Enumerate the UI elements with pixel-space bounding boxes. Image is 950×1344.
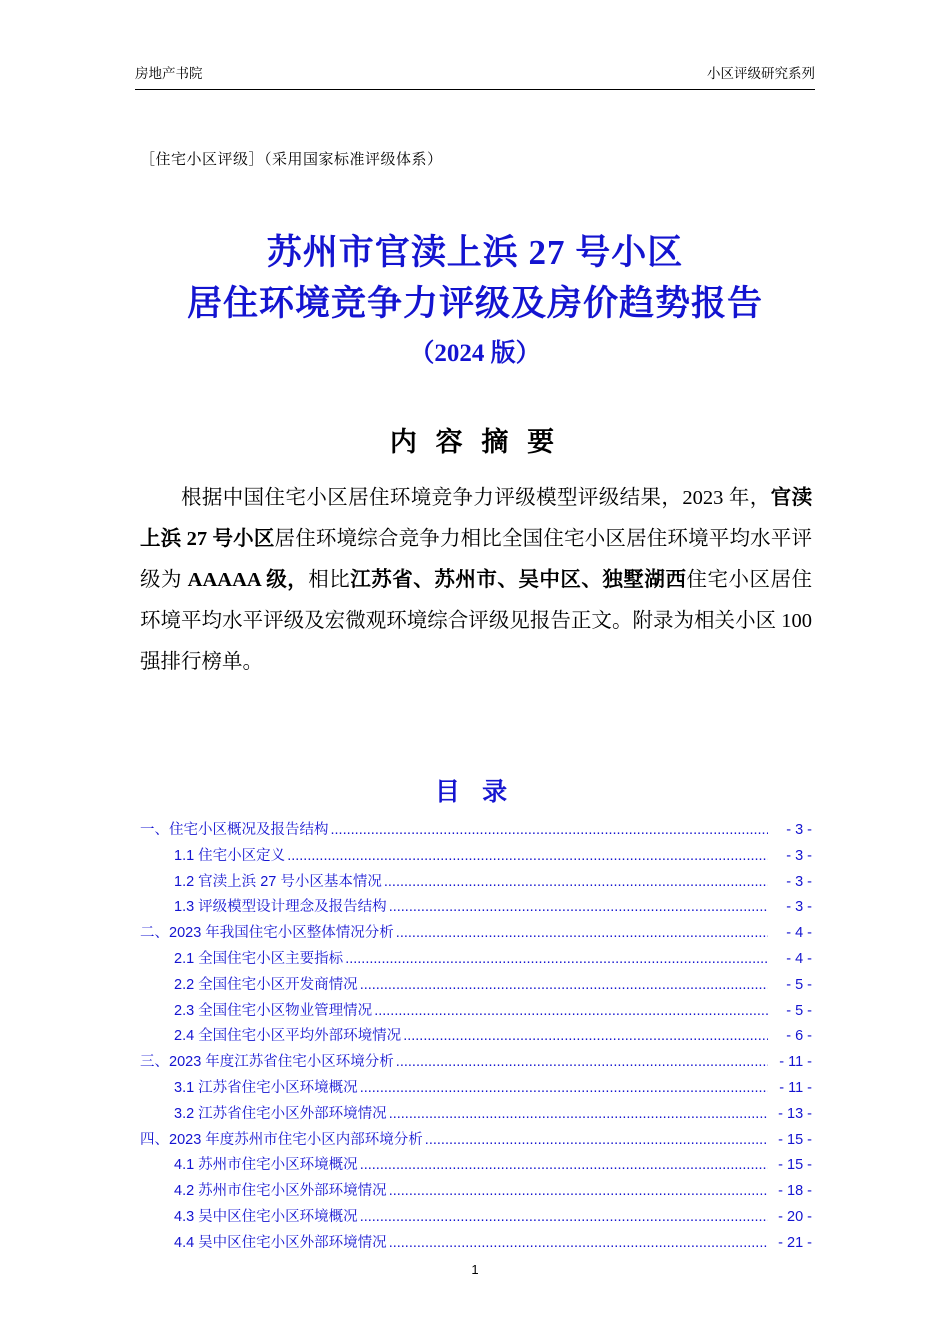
toc-entry-page: - 13 -: [778, 1105, 812, 1122]
table-of-contents: [140, 818, 812, 1257]
toc-entry-page: - 6 -: [786, 1028, 812, 1045]
abstract-segment: 官渎上浜 27 号小区: [140, 487, 813, 550]
toc-entry[interactable]: [140, 921, 812, 947]
toc-entry-label: 1.2 官渎上浜 27 号小区基本情况: [174, 873, 382, 890]
toc-entry-label: 4.2 苏州市住宅小区外部环境情况: [174, 1183, 387, 1200]
toc-entry-label: 2.1 全国住宅小区主要指标: [174, 950, 344, 967]
toc-leader-dots: [396, 1050, 768, 1076]
report-title-line-1: 苏州市官渎上浜 27 号小区: [266, 233, 684, 272]
toc-entry-label: 4.1 苏州市住宅小区环境概况: [174, 1157, 358, 1174]
toc-entry[interactable]: [140, 947, 812, 973]
toc-leader-dots: [374, 999, 768, 1025]
toc-entry-page: - 4 -: [786, 925, 812, 942]
toc-entry-label: 2.3 全国住宅小区物业管理情况: [174, 1002, 373, 1019]
abstract-segment: 住宅小区居住环境平均水平评级及宏微观环境综合评级见报告正文。附录为相关小区 100 强排行榜单。: [140, 569, 813, 673]
toc-entry[interactable]: [140, 1024, 812, 1050]
header-divider: [135, 89, 815, 90]
abstract-body: [140, 478, 812, 683]
toc-entry[interactable]: [140, 973, 812, 999]
toc-entry-page: - 3 -: [786, 822, 812, 838]
toc-leader-dots: [360, 1076, 768, 1102]
toc-leader-dots: [425, 1128, 768, 1154]
toc-leader-dots: [360, 973, 768, 999]
toc-leader-dots: [396, 921, 768, 947]
toc-entry[interactable]: [140, 1076, 812, 1102]
toc-entry-page: - 15 -: [778, 1131, 812, 1148]
toc-entry-page: - 11 -: [779, 1054, 812, 1071]
toc-entry-page: - 3 -: [786, 873, 812, 890]
toc-entry[interactable]: [140, 999, 812, 1025]
toc-entry-label: 4.3 吴中区住宅小区环境概况: [174, 1208, 358, 1225]
toc-entry-page: - 21 -: [778, 1234, 812, 1251]
header-right-text: 小区评级研究系列: [707, 66, 815, 81]
toc-leader-dots: [331, 818, 769, 844]
toc-entry-page: - 5 -: [786, 1002, 812, 1019]
toc-entry[interactable]: [140, 844, 812, 870]
toc-leader-dots: [389, 1179, 768, 1205]
toc-entry-label: 1.3 评级模型设计理念及报告结构: [174, 899, 387, 916]
toc-entry-label: 4.4 吴中区住宅小区外部环境情况: [174, 1234, 387, 1251]
toc-entry[interactable]: [140, 818, 812, 844]
toc-leader-dots: [403, 1024, 768, 1050]
title-block: [0, 228, 950, 377]
toc-entry-label: 四、2023 年度苏州市住宅小区内部环境分析: [140, 1131, 423, 1148]
toc-entry-label: 1.1 住宅小区定义: [174, 847, 286, 864]
toc-entry-label: 2.2 全国住宅小区开发商情况: [174, 976, 358, 993]
toc-leader-dots: [384, 870, 768, 896]
toc-entry[interactable]: [140, 1128, 812, 1154]
toc-entry-page: - 15 -: [778, 1157, 812, 1174]
toc-entry[interactable]: [140, 1205, 812, 1231]
abstract-heading: 内 容 摘 要: [389, 427, 561, 457]
toc-leader-dots: [287, 844, 768, 870]
toc-entry-label: 3.1 江苏省住宅小区环境概况: [174, 1079, 358, 1096]
report-category-line: ［住宅小区评级］（采用国家标准评级体系）: [140, 151, 443, 168]
toc-entry[interactable]: [140, 1179, 812, 1205]
toc-leader-dots: [389, 895, 768, 921]
toc-entry-label: 一、住宅小区概况及报告结构: [140, 822, 329, 838]
toc-leader-dots: [360, 1205, 768, 1231]
toc-leader-dots: [360, 1153, 768, 1179]
toc-entry[interactable]: [140, 1102, 812, 1128]
toc-entry-page: - 3 -: [786, 847, 812, 864]
toc-entry-label: 2.4 全国住宅小区平均外部环境情况: [174, 1028, 402, 1045]
toc-leader-dots: [389, 1102, 768, 1128]
header-left-text: 房地产书院: [135, 66, 203, 81]
toc-entry-page: - 5 -: [786, 976, 812, 993]
toc-leader-dots: [389, 1231, 768, 1257]
toc-entry-page: - 20 -: [778, 1208, 812, 1225]
abstract-segment: 江苏省、苏州市、吴中区、独墅湖西: [350, 569, 687, 591]
toc-entry-label: 3.2 江苏省住宅小区外部环境情况: [174, 1105, 387, 1122]
toc-entry-page: - 11 -: [779, 1079, 812, 1096]
toc-entry[interactable]: [140, 870, 812, 896]
report-title-version: （2024 版）: [409, 339, 541, 367]
page-footer: 1: [471, 1262, 479, 1277]
abstract-segment: AAAAA 级，: [182, 569, 309, 591]
toc-entry[interactable]: [140, 895, 812, 921]
toc-entry[interactable]: [140, 1050, 812, 1076]
toc-entry-page: - 18 -: [778, 1183, 812, 1200]
report-title-line-2: 居住环境竞争力评级及房价趋势报告: [186, 283, 763, 323]
toc-entry-page: - 4 -: [786, 950, 812, 967]
toc-leader-dots: [345, 947, 768, 973]
toc-entry[interactable]: [140, 1231, 812, 1257]
toc-heading: 目 录: [434, 779, 516, 806]
toc-entry-label: 三、2023 年度江苏省住宅小区环境分析: [140, 1054, 394, 1071]
page-header: [135, 62, 815, 86]
toc-entry-label: 二、2023 年我国住宅小区整体情况分析: [140, 925, 394, 942]
abstract-segment: 居住环境综合竞争力相比全国住宅小区居住环境平均水平评级为: [140, 528, 813, 591]
abstract-segment: 相比: [308, 569, 351, 591]
toc-entry-page: - 3 -: [786, 899, 812, 916]
abstract-segment: 根据中国住宅小区居住环境竞争力评级模型评级结果，2023 年，: [181, 487, 771, 509]
toc-entry[interactable]: [140, 1153, 812, 1179]
